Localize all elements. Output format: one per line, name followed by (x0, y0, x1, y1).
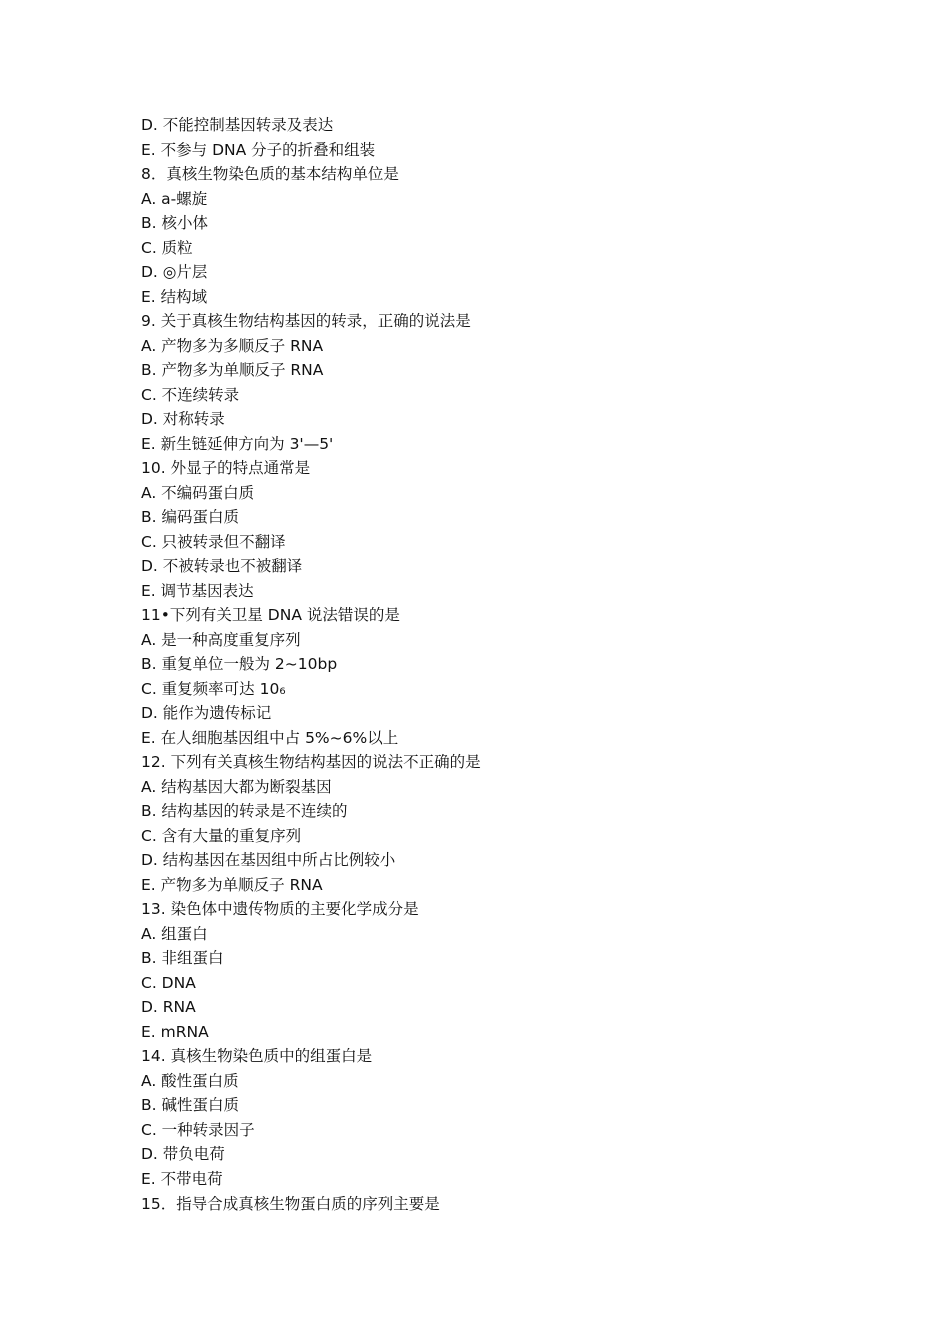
option-e-line: E. 不参与 DNA 分子的折叠和组装 (141, 140, 376, 159)
option-b-line: B. 非组蛋白 (141, 949, 224, 967)
option-c-line: C. 含有大量的重复序列 (141, 826, 302, 845)
option-a-line: A. 是一种高度重复序列 (141, 630, 301, 649)
option-d-line: D. ◎片层 (141, 263, 208, 281)
option-c-line: C. 重复频率可达 10₆ (141, 679, 286, 698)
option-d-line: D. 对称转录 (141, 410, 225, 428)
question-12: 12. 下列有关真核生物结构基因的说法不正确的是 (141, 753, 481, 771)
option-e-line: E. mRNA (141, 1022, 209, 1041)
option-d-line: D. 结构基因在基因组中所占比例较小 (141, 851, 396, 869)
option-d-line: D. RNA (141, 998, 196, 1016)
option-d-line: D. 带负电荷 (141, 1145, 225, 1163)
option-e-line: E. 调节基因表达 (141, 581, 254, 600)
option-a-line: A. 不编码蛋白质 (141, 483, 255, 502)
question-8: 8．真核生物染色质的基本结构单位是 (141, 165, 399, 183)
option-c-line: C. 一种转录因子 (141, 1120, 255, 1139)
question-13: 13. 染色体中遗传物质的主要化学成分是 (141, 900, 419, 918)
question-11: 11•下列有关卫星 DNA 说法错误的是 (141, 606, 400, 624)
option-b-line: B. 碱性蛋白质 (141, 1096, 239, 1114)
question-text-block (141, 113, 861, 1217)
option-e-line: E. 产物多为单顺反子 RNA (141, 875, 323, 894)
option-d-line: D. 能作为遗传标记 (141, 704, 272, 722)
option-a-line: A. a-螺旋 (141, 189, 208, 208)
question-9: 9. 关于真核生物结构基因的转录，正确的说法是 (141, 312, 471, 330)
option-b-line: B. 结构基因的转录是不连续的 (141, 802, 348, 820)
option-e-line: E. 结构域 (141, 287, 208, 306)
option-e-line: E. 不带电荷 (141, 1169, 223, 1188)
option-a-line: A. 组蛋白 (141, 924, 208, 943)
option-c-line: C. 不连续转录 (141, 385, 240, 404)
option-e-line: E. 在人细胞基因组中占 5%~6%以上 (141, 728, 399, 747)
option-b-line: B. 产物多为单顺反子 RNA (141, 361, 324, 379)
option-b-line: B. 编码蛋白质 (141, 508, 239, 526)
option-a-line: A. 酸性蛋白质 (141, 1071, 239, 1090)
option-a-line: A. 产物多为多顺反子 RNA (141, 336, 324, 355)
question-14: 14. 真核生物染色质中的组蛋白是 (141, 1047, 373, 1065)
option-a-line: A. 结构基因大都为断裂基因 (141, 777, 332, 796)
option-c-line: C. 只被转录但不翻译 (141, 532, 286, 551)
option-b-line: B. 重复单位一般为 2~10bp (141, 655, 338, 673)
option-d-line: D. 不被转录也不被翻译 (141, 557, 303, 575)
option-d-line: D. 不能控制基因转录及表达 (141, 116, 334, 134)
option-c-line: C. DNA (141, 973, 196, 992)
question-15: 15．指导合成真核生物蛋白质的序列主要是 (141, 1195, 440, 1213)
option-e-line: E. 新生链延伸方向为 3'—5' (141, 434, 334, 453)
question-10: 10. 外显子的特点通常是 (141, 459, 311, 477)
option-b-line: B. 核小体 (141, 214, 208, 232)
option-c-line: C. 质粒 (141, 238, 193, 257)
